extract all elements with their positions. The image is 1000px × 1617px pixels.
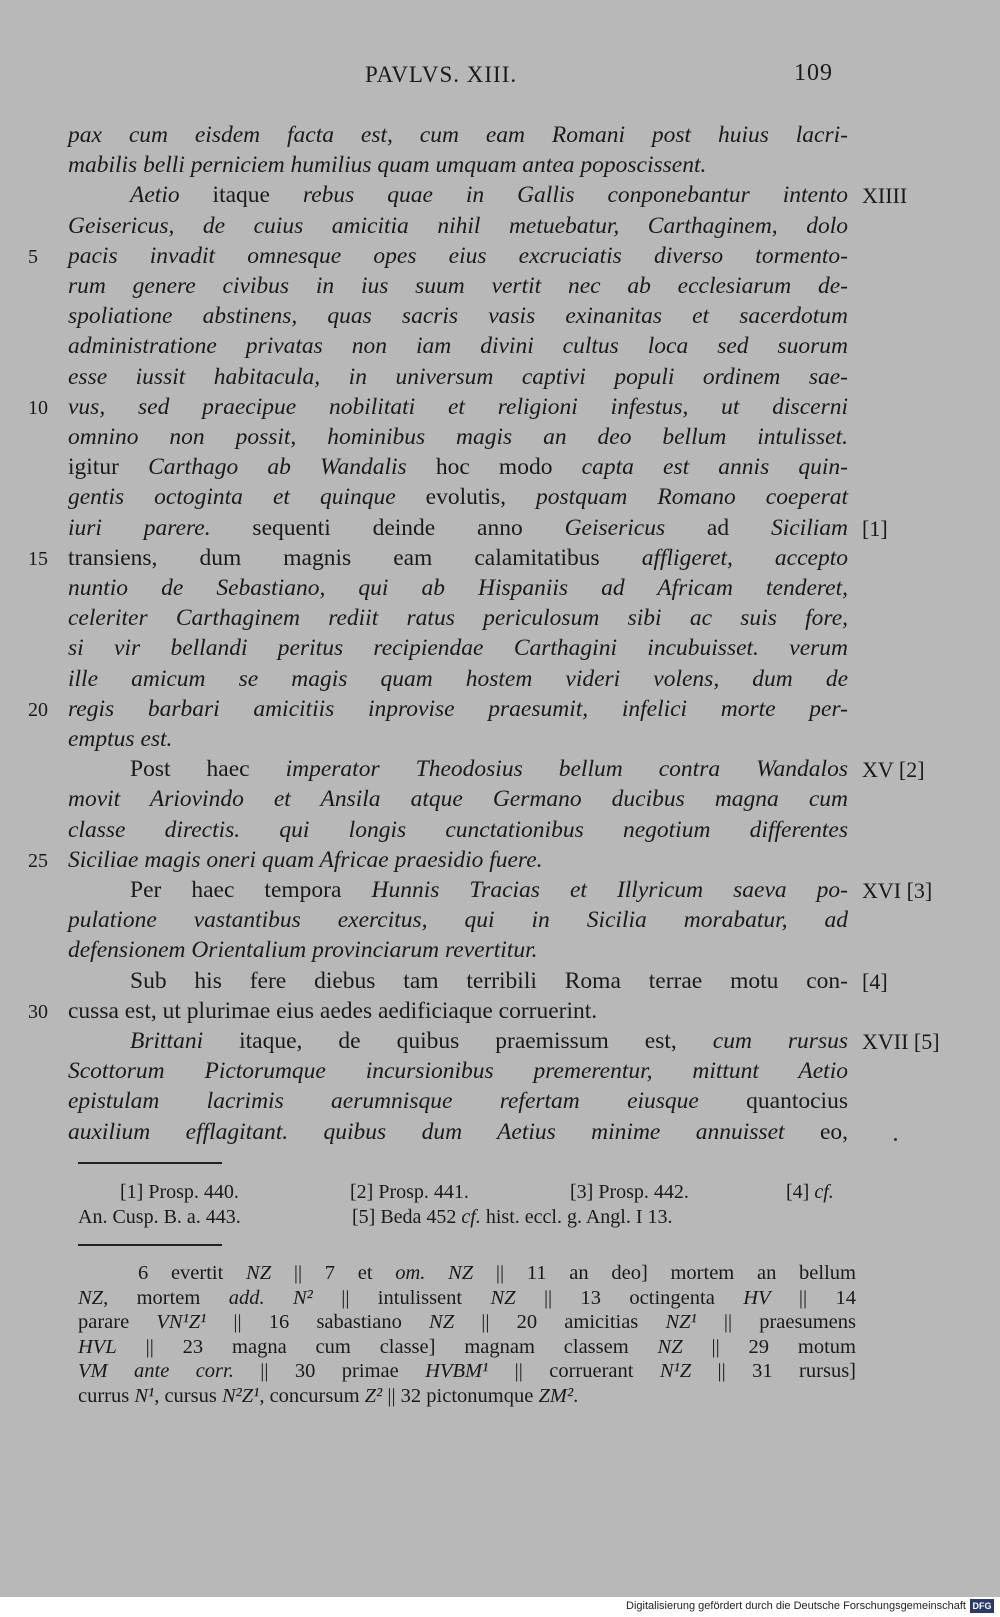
line-number: 10 bbox=[28, 396, 48, 419]
text-line bbox=[0, 545, 1000, 576]
source-note: [5] Beda 452 cf. hist. eccl. g. Angl. I 13. bbox=[352, 1206, 673, 1228]
margin-reference: [1] bbox=[862, 515, 888, 541]
apparatus-line: VM ante corr. || 30 primae HVBM¹ || corruerant N¹Z || 31 rursus] bbox=[78, 1360, 856, 1382]
text-line bbox=[0, 243, 1000, 274]
line-text: si vir bellandi peritus recipiendae Carthagini incubuisset. verum bbox=[68, 635, 848, 662]
line-text: celeriter Carthaginem rediit ratus periculosum sibi ac suis fore, bbox=[68, 605, 848, 632]
text-line bbox=[0, 182, 1000, 213]
line-text: Siciliae magis oneri quam Africae praesidio fuere. bbox=[68, 846, 543, 873]
apparatus-line: currus N¹, cursus N²Z¹, concursum Z² || 32 pictonumque ZM². bbox=[78, 1384, 579, 1407]
line-text: regis barbari amicitiis inprovise praesumit, infelici morte per- bbox=[68, 695, 848, 722]
line-text: gentis octoginta et quinque evolutis, postquam Romano coeperat bbox=[68, 484, 848, 511]
apparatus-line: HVL || 23 magna cum classe] magnam classem NZ || 29 motum bbox=[78, 1335, 857, 1358]
line-text: Post haec imperator Theodosius bellum contra Wandalos bbox=[130, 756, 848, 783]
line-text: pulatione vastantibus exercitus, qui in Sicilia morabatur, ad bbox=[68, 907, 848, 934]
page-number: 109 bbox=[794, 60, 833, 86]
line-text: auxilium efflagitant. quibus dum Aetius minime annuisset eo, bbox=[68, 1118, 849, 1145]
line-text: cussa est, ut plurimae eius aedes aedificiaque corruerint. bbox=[68, 997, 598, 1024]
line-text: iuri parere. sequenti deinde anno Geisericus ad Siciliam bbox=[68, 514, 848, 541]
line-text: rum genere civibus in ius suum vertit nec ab ecclesiarum de- bbox=[68, 273, 848, 299]
line-text: pax cum eisdem facta est, cum eam Romani post huius lacri- bbox=[68, 122, 848, 148]
text-line bbox=[0, 907, 1000, 938]
apparatus-rule bbox=[78, 1244, 222, 1246]
text-line bbox=[0, 364, 1000, 395]
line-number: 30 bbox=[28, 1000, 48, 1023]
text-line bbox=[0, 877, 1000, 908]
line-number: 15 bbox=[28, 547, 48, 570]
text-line bbox=[0, 998, 1000, 1029]
line-text: Geisericus, de cuius amicitia nihil metuebatur, Carthaginem, dolo bbox=[68, 212, 848, 239]
text-line bbox=[0, 575, 1000, 606]
text-line bbox=[0, 515, 1000, 546]
line-text: movit Ariovindo et Ansila atque Germano ducibus magna cum bbox=[68, 786, 848, 813]
text-line bbox=[0, 666, 1000, 697]
line-text: igitur Carthago ab Wandalis hoc modo capta est annis quin- bbox=[68, 454, 848, 481]
text-line bbox=[0, 122, 1000, 153]
running-header bbox=[0, 62, 1000, 94]
text-line bbox=[0, 756, 1000, 787]
funding-credit: Digitalisierung gefördert durch die Deutsche Forschungsgemeinschaft bbox=[626, 1600, 966, 1612]
text-line bbox=[0, 968, 1000, 999]
apparatus-line: parare VN¹Z¹ || 16 sabastiano NZ || 20 amicitias NZ¹ || praesumens bbox=[78, 1311, 856, 1333]
text-line bbox=[0, 273, 1000, 304]
margin-reference: XVII [5] bbox=[862, 1029, 940, 1054]
line-text: esse iussit habitacula, in universum captivi populi ordinem sae- bbox=[68, 363, 848, 390]
line-text: vus, sed praecipue nobilitati et religioni infestus, ut discerni bbox=[68, 393, 848, 420]
line-number: 25 bbox=[28, 849, 48, 872]
footnote-rule bbox=[78, 1162, 222, 1164]
margin-reference: XVI [3] bbox=[862, 878, 933, 903]
text-line bbox=[0, 484, 1000, 515]
text-line bbox=[0, 213, 1000, 244]
line-text: Sub his fere diebus tam terribili Roma terrae motu con- bbox=[130, 967, 848, 994]
line-text: nuntio de Sebastiano, qui ab Hispaniis ad Africam tenderet, bbox=[68, 575, 848, 601]
text-line bbox=[0, 1088, 1000, 1119]
text-line bbox=[0, 424, 1000, 455]
source-note: [4] cf. bbox=[786, 1181, 834, 1203]
line-text: pacis invadit omnesque opes eius excruciatis diverso tormento- bbox=[68, 242, 848, 269]
text-line bbox=[0, 786, 1000, 817]
text-line bbox=[0, 847, 1000, 878]
text-line bbox=[0, 333, 1000, 364]
text-line bbox=[0, 817, 1000, 848]
line-text: Aetio itaque rebus quae in Gallis conponebantur intento bbox=[130, 182, 848, 209]
source-note: An. Cusp. B. a. 443. bbox=[78, 1206, 241, 1228]
line-number: 20 bbox=[28, 698, 48, 721]
text-line bbox=[0, 152, 1000, 183]
text-line bbox=[0, 1119, 1000, 1150]
text-line bbox=[0, 696, 1000, 727]
line-text: transiens, dum magnis eam calamitatibus affligeret, accepto bbox=[68, 544, 848, 571]
source-note: [3] Prosp. 442. bbox=[570, 1181, 689, 1203]
text-line bbox=[0, 726, 1000, 757]
margin-reference: XV [2] bbox=[862, 757, 925, 783]
text-line bbox=[0, 394, 1000, 425]
line-text: classe directis. qui longis cunctationibus negotium differentes bbox=[68, 816, 848, 843]
line-text: ille amicum se magis quam hostem videri volens, dum de bbox=[68, 665, 848, 692]
text-line bbox=[0, 635, 1000, 666]
line-text: emptus est. bbox=[68, 726, 173, 752]
line-text: Per haec tempora Hunnis Tracias et Illyricum saeva po- bbox=[130, 877, 848, 903]
line-text: defensionem Orientalium provinciarum revertitur. bbox=[68, 937, 538, 964]
apparatus-line: 6 evertit NZ || 7 et om. NZ || 11 an deo] mortem an bellum bbox=[138, 1262, 856, 1284]
running-title: PAVLVS. XIII. bbox=[365, 62, 518, 87]
text-line bbox=[0, 605, 1000, 636]
text-line bbox=[0, 937, 1000, 968]
margin-reference: [4] bbox=[862, 968, 888, 994]
margin-reference: XIIII bbox=[862, 183, 908, 209]
line-text: spoliatione abstinens, quas sacris vasis exinanitas et sacerdotum bbox=[68, 303, 848, 330]
line-text: Brittani itaque, de quibus praemissum est, cum rursus bbox=[130, 1028, 848, 1054]
line-number: 5 bbox=[28, 245, 38, 268]
apparatus-line: NZ, mortem add. N² || intulissent NZ || 13 octingenta HV || 14 bbox=[78, 1286, 857, 1309]
line-text: mabilis belli perniciem humilius quam umquam antea poposcissent. bbox=[68, 152, 707, 179]
text-line bbox=[0, 454, 1000, 485]
line-text: administratione privatas non iam divini cultus loca sed suorum bbox=[68, 333, 848, 360]
digitization-footer bbox=[0, 1597, 1000, 1617]
line-text: Scottorum Pictorumque incursionibus premerentur, mittunt Aetio bbox=[68, 1058, 848, 1085]
text-line bbox=[0, 1028, 1000, 1059]
line-text: epistulam lacrimis aerumnisque refertam eiusque quantocius bbox=[68, 1088, 848, 1115]
line-text: omnino non possit, hominibus magis an deo bellum intulisset. bbox=[68, 424, 848, 450]
text-line bbox=[0, 1058, 1000, 1089]
source-note: [2] Prosp. 441. bbox=[350, 1181, 469, 1203]
source-note: [1] Prosp. 440. bbox=[120, 1181, 239, 1203]
speck bbox=[894, 1138, 897, 1141]
dfg-logo: DFG bbox=[970, 1599, 994, 1613]
text-line bbox=[0, 303, 1000, 334]
